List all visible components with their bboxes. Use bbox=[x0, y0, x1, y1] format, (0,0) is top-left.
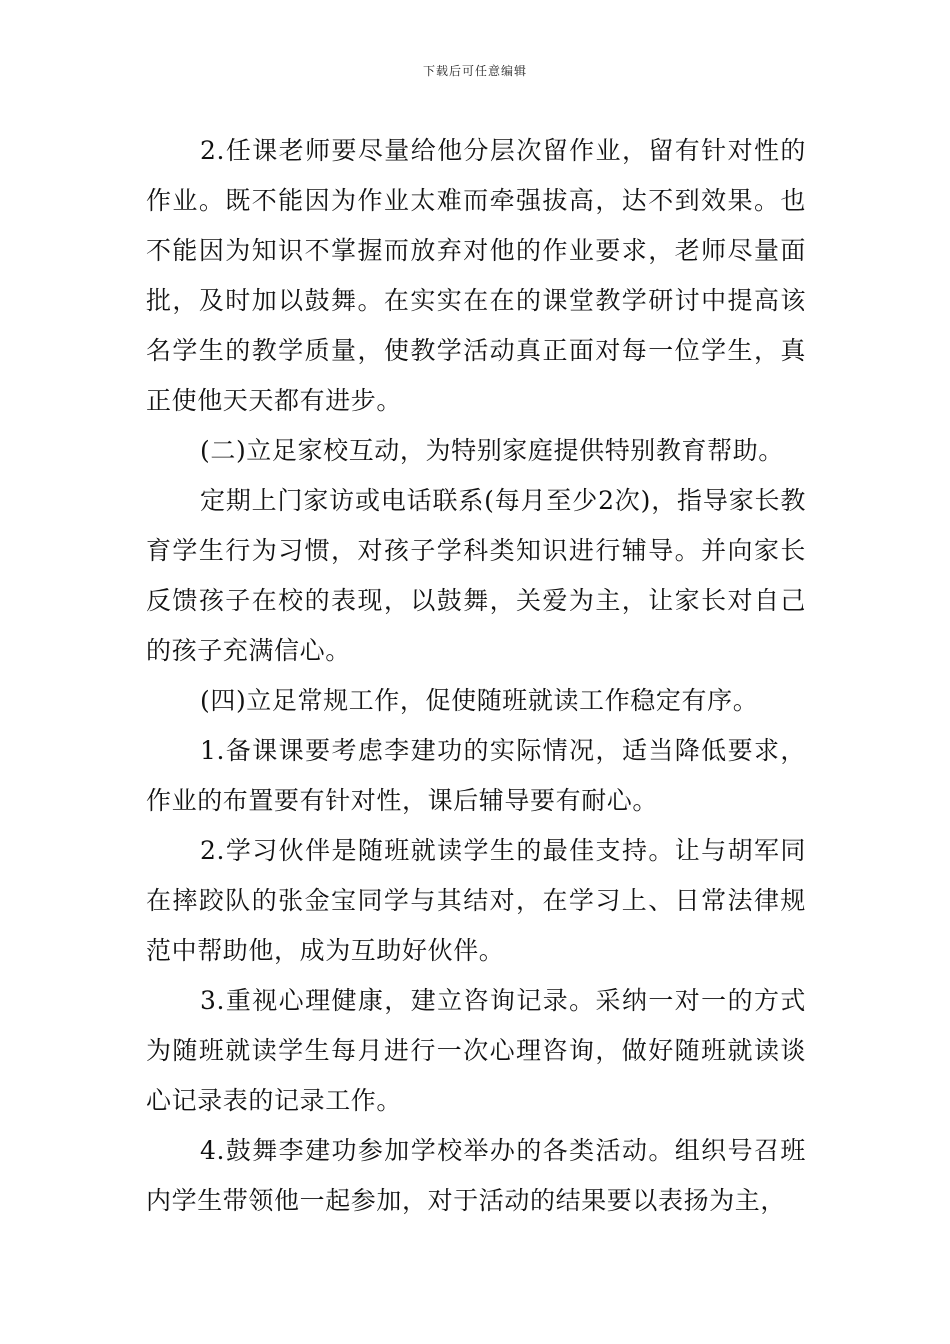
section-heading-routine-work: (四)立足常规工作，促使随班就读工作稳定有序。 bbox=[200, 686, 759, 715]
section-heading-home-school: (二)立足家校互动，为特别家庭提供特别教育帮助。 bbox=[200, 436, 784, 465]
paragraph-activities: 4.鼓舞李建功参加学校举办的各类活动。组织号召班内学生带领他一起参加，对于活动的结果要以表扬为主， bbox=[146, 1136, 806, 1215]
paragraph-homework: 2.任课老师要尽量给他分层次留作业，留有针对性的作业。既不能因为作业太难而牵强拔高，达不到效果。也不能因为知识不掌握而放弃对他的作业要求，老师尽量面批，及时加以鼓舞。在实实在在的课堂教学研讨中提高该名学生的教学质量，使教学活动真正面对每一位学生，真正使他天天都有进步。 bbox=[146, 136, 806, 415]
page-header: 下载后可任意编辑 bbox=[422, 64, 527, 78]
paragraph-mental-health: 3.重视心理健康，建立咨询记录。采纳一对一的方式为随班就读学生每月进行一次心理咨询，做好随班就读谈心记录表的记录工作。 bbox=[146, 986, 806, 1115]
paragraph-home-visits: 定期上门家访或电话联系(每月至少2次)，指导家长教育学生行为习惯，对孩子学科类知识进行辅导。并向家长反馈孩子在校的表现，以鼓舞，关爱为主，让家长对自己的孩子充满信心。 bbox=[146, 486, 806, 665]
paragraph-study-partner: 2.学习伙伴是随班就读学生的最佳支持。让与胡军同在摔跤队的张金宝同学与其结对，在学习上、日常法律规范中帮助他，成为互助好伙伴。 bbox=[146, 836, 806, 965]
document-body bbox=[146, 126, 806, 1226]
paragraph-lesson-prep: 1.备课课要考虑李建功的实际情况，适当降低要求，作业的布置要有针对性，课后辅导要有耐心。 bbox=[146, 736, 806, 815]
